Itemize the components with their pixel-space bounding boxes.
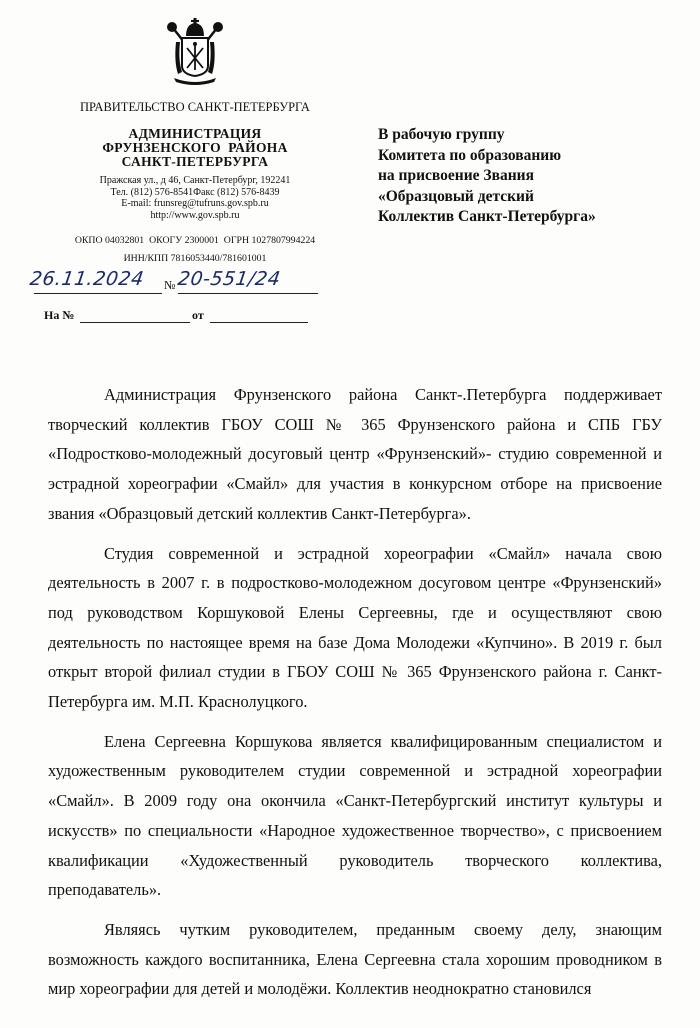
number-underline: [178, 293, 318, 294]
letterhead: [40, 18, 350, 265]
addressee-line: на присвоение Звания: [378, 167, 534, 184]
admin-line: АДМИНИСТРАЦИЯ: [128, 126, 262, 141]
handwritten-date: 26.11.2024: [28, 268, 146, 290]
body-paragraph: Администрация Фрунзенского района Санкт-.Петербурга поддерживает творческий коллектив ГБОУ СОШ № 365 Фрунзенского района и СПБ ГБУ «Подростково-молодежный досуговый центр «Фрунзенский»- студию современной и эстрадной хореографии «Смайл» для участия в конкурсном отборе на присвоение звания «Образцовый детский коллектив Санкт-Петербурга».: [48, 385, 662, 523]
body-paragraph: Являясь чутким руководителем, преданным своему делу, знающим возможность каждого воспитанника, Елена Сергеевна стала хорошим проводником в мир хореографии для детей и молодёжи. Коллектив неоднократно становился: [48, 919, 662, 999]
government-name: ПРАВИТЕЛЬСТВО САНКТ-ПЕТЕРБУРГА: [80, 100, 310, 114]
body-paragraph: Студия современной и эстрадной хореографии «Смайл» начала свою деятельность в 2007 г. в подростково-молодежном досуговом центре «Фрунзенский» под руководством Коршуковой Елены Сергеевны, где и осуществляют свою деятельность по настоящее время на базе Дома Молодежи «Купчино». В 2019 г. был открыт второй филиал студии в ГБОУ СОШ № 365 Фрунзенского района г. Санкт- Петербурга им. М.П. Краснолуцкого.: [48, 543, 662, 712]
administration-name: [40, 127, 350, 169]
registration-codes: [40, 235, 350, 265]
letter-body: [48, 380, 662, 1014]
addressee-line: Комитета по образованию: [378, 146, 562, 164]
reply-from-label: от: [192, 308, 204, 322]
coat-of-arms-icon: [164, 18, 226, 86]
admin-line: САНКТ-ПЕТЕРБУРГА: [121, 154, 269, 169]
handwritten-number: 20-551/24: [176, 268, 282, 290]
number-sign: №: [164, 278, 176, 292]
addressee-line: В рабочую группу: [378, 126, 505, 143]
email: E-mail: frunsreg@tufruns.gov.spb.ru: [121, 198, 269, 209]
outgoing-registration: [28, 268, 328, 298]
admin-line: ФРУНЗЕНСКОГО РАЙОНА: [102, 140, 288, 155]
addressee-block: [378, 125, 678, 228]
codes-inn-kpp: ИНН/КПП 7816053440/781601001: [123, 253, 267, 264]
date-underline: [34, 293, 162, 294]
codes-okpo-okogu-ogrn: ОКПО 04032801 ОКОГУ 2300001 ОГРН 1027807994224: [74, 235, 316, 246]
website: http://www.gov.spb.ru: [150, 209, 240, 221]
addressee-line: «Образцовый детский: [378, 187, 534, 205]
reply-to-number-label: На №: [44, 308, 75, 322]
reply-number-blank: [80, 322, 190, 323]
address: Пражская ул., д 46, Санкт-Петербург, 192241: [99, 175, 291, 186]
phone-fax: Тел. (812) 576-8541Факс (812) 576-8439: [110, 186, 280, 198]
reply-date-blank: [210, 322, 308, 323]
contact-info: [40, 175, 350, 221]
body-paragraph: Елена Сергеевна Коршукова является квалифицированным специалистом и художественным руководителем студии современной и эстрадной хореографии «Смайл». В 2009 году она окончила «Санкт-Петербургский институт культуры и искусств» по специальности «Народное художественное творчество», с присвоением квалификации «Художественный руководитель творческого коллектива, преподаватель».: [48, 731, 662, 900]
addressee-line: Коллектив Санкт-Петербурга»: [378, 208, 596, 225]
